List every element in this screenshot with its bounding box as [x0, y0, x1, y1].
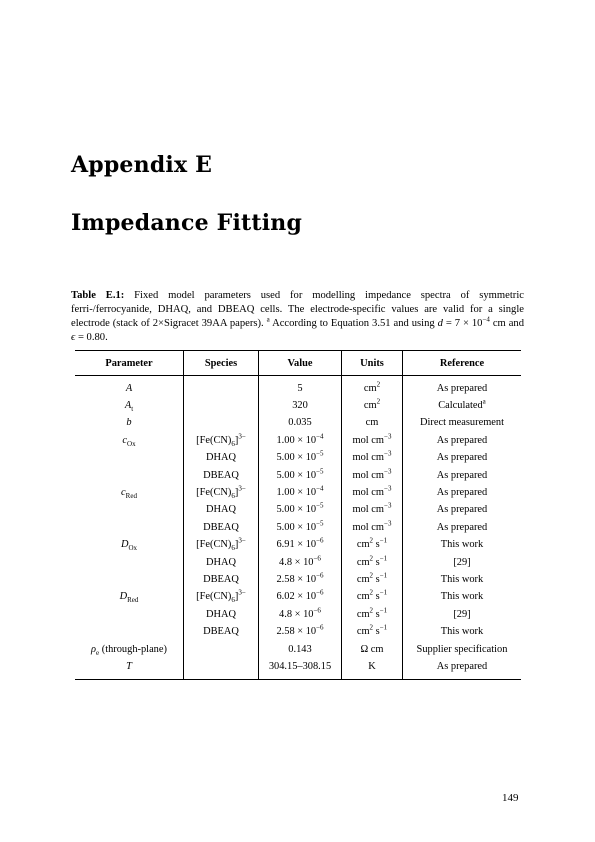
value-exponent: −6	[313, 554, 321, 563]
cell-value	[259, 376, 342, 398]
unit-second: s	[373, 591, 380, 603]
cell-parameter	[75, 450, 184, 467]
cell-parameter	[75, 376, 184, 398]
table-row	[75, 606, 521, 623]
unit-second: s	[373, 608, 380, 620]
table-body	[75, 376, 521, 680]
unit-exponent: 2	[369, 606, 374, 615]
cell-value	[259, 641, 342, 658]
unit-exponent: 2	[376, 397, 381, 406]
cell-parameter	[75, 571, 184, 588]
value-mantissa: 5.00 × 10	[276, 469, 317, 481]
appendix-label: Appendix E	[71, 152, 213, 178]
cell-units	[342, 537, 403, 554]
parameter-subscript: Ox	[127, 439, 136, 448]
value-exponent: −6	[316, 571, 324, 580]
unit-exponent: 2	[369, 588, 374, 597]
species-charge: 3−	[238, 484, 246, 493]
cell-value	[259, 571, 342, 588]
cell-value	[259, 415, 342, 432]
cell-reference	[403, 450, 522, 467]
reference-text: As prepared	[436, 382, 488, 394]
unit-base: mol cm	[352, 504, 384, 516]
unit-base: mol cm	[352, 487, 384, 499]
value-exponent: −5	[316, 467, 324, 476]
parameter-symbol: c	[122, 434, 128, 446]
caption-text: Fixed model parameters used for modelling impedance spectra of symmetric ferri-/ferrocyanide, DHAQ, and DBEAQ cells. The electrode-specific values are valid for a single electrode (stack of 2×Sigracet 39AA papers).	[71, 290, 524, 330]
caption-d-value: = 7 × 10	[445, 318, 483, 330]
cell-species	[184, 484, 259, 501]
table-row	[75, 571, 521, 588]
table-row	[75, 432, 521, 449]
parameter-symbol: T	[126, 660, 132, 672]
cell-species	[184, 467, 259, 484]
value-exponent: −5	[316, 501, 324, 510]
table-row	[75, 376, 521, 398]
cell-value	[259, 658, 342, 679]
parameter-symbol: A	[124, 400, 132, 412]
value-exponent: −5	[316, 519, 324, 528]
header-species: Species	[184, 351, 259, 376]
species-name: [Fe(CN)	[196, 539, 232, 551]
unit-second: s	[373, 573, 380, 585]
unit-base: cm	[356, 608, 370, 620]
reference-text: This work	[440, 626, 484, 638]
caption-eps-symbol: ϵ	[71, 332, 76, 344]
table-row	[75, 537, 521, 554]
reference-text: [29]	[453, 556, 471, 568]
table-row	[75, 519, 521, 536]
species-name: DBEAQ	[203, 469, 239, 481]
cell-species	[184, 641, 259, 658]
cell-parameter	[75, 641, 184, 658]
unit-base: cm	[356, 573, 370, 585]
reference-text: Direct measurement	[420, 417, 504, 429]
value-exponent: −4	[316, 432, 324, 441]
cell-species	[184, 589, 259, 606]
unit-base: cm	[363, 382, 377, 394]
value-mantissa: 5	[297, 382, 303, 394]
cell-species	[184, 397, 259, 414]
cell-species	[184, 502, 259, 519]
cell-reference	[403, 432, 522, 449]
unit-base: Ω cm	[360, 643, 384, 655]
cell-reference	[403, 537, 522, 554]
species-name: DBEAQ	[203, 626, 239, 638]
unit-second-exponent: −1	[379, 623, 388, 632]
value-mantissa: 5.00 × 10	[276, 521, 317, 533]
unit-second: s	[373, 539, 380, 551]
cell-units	[342, 376, 403, 398]
cell-units	[342, 502, 403, 519]
cell-parameter	[75, 623, 184, 640]
cell-parameter	[75, 484, 184, 501]
unit-exponent: 2	[369, 554, 374, 563]
reference-text: Calculated	[438, 400, 483, 412]
reference-text: As prepared	[436, 504, 488, 516]
unit-exponent: −3	[384, 432, 392, 441]
cell-parameter	[75, 519, 184, 536]
cell-units	[342, 641, 403, 658]
cell-units	[342, 484, 403, 501]
cell-units	[342, 519, 403, 536]
cell-reference	[403, 623, 522, 640]
species-subscript: 6	[231, 492, 235, 501]
table-row	[75, 484, 521, 501]
species-subscript: 6	[231, 544, 235, 553]
unit-base: cm	[363, 400, 377, 412]
parameter-symbol: D	[119, 591, 128, 603]
parameter-symbol: A	[125, 382, 133, 394]
parameter-symbol: ρ	[91, 643, 97, 655]
cell-value	[259, 589, 342, 606]
unit-base: cm	[356, 539, 370, 551]
unit-exponent: −3	[384, 449, 392, 458]
cell-units	[342, 554, 403, 571]
parameter-symbol: b	[126, 417, 132, 429]
cell-value	[259, 467, 342, 484]
cell-units	[342, 397, 403, 414]
cell-value	[259, 484, 342, 501]
unit-exponent: −3	[384, 519, 392, 528]
value-mantissa: 2.58 × 10	[276, 626, 317, 638]
caption-label: Table E.1:	[71, 290, 125, 301]
header-reference: Reference	[403, 351, 522, 376]
table-row	[75, 589, 521, 606]
parameter-subscript: Red	[125, 492, 137, 501]
table-row	[75, 554, 521, 571]
cell-reference	[403, 589, 522, 606]
unit-exponent: 2	[369, 536, 374, 545]
cell-parameter	[75, 658, 184, 679]
parameter-subscript: Red	[127, 596, 139, 605]
species-name: [Fe(CN)	[196, 487, 232, 499]
cell-reference	[403, 415, 522, 432]
value-exponent: −6	[316, 588, 324, 597]
cell-parameter	[75, 537, 184, 554]
table-caption	[71, 289, 524, 345]
value-exponent: −5	[316, 449, 324, 458]
species-name: DHAQ	[205, 556, 236, 568]
cell-species	[184, 537, 259, 554]
cell-value	[259, 606, 342, 623]
reference-text: As prepared	[436, 521, 488, 533]
cell-units	[342, 432, 403, 449]
species-charge: 3−	[238, 432, 246, 441]
cell-parameter	[75, 415, 184, 432]
cell-value	[259, 537, 342, 554]
reference-text: This work	[440, 591, 484, 603]
header-parameter: Parameter	[75, 351, 184, 376]
table-row	[75, 641, 521, 658]
parameter-subscript: t	[131, 405, 134, 414]
species-name: DBEAQ	[203, 573, 239, 585]
value-exponent: −4	[316, 484, 324, 493]
reference-text: As prepared	[436, 660, 488, 672]
cell-species	[184, 376, 259, 398]
value-mantissa: 6.91 × 10	[276, 539, 317, 551]
cell-species	[184, 415, 259, 432]
cell-value	[259, 397, 342, 414]
value-mantissa: 0.035	[288, 417, 312, 429]
cell-value	[259, 554, 342, 571]
cell-parameter	[75, 554, 184, 571]
table-row	[75, 450, 521, 467]
unit-second: s	[373, 556, 380, 568]
cell-reference	[403, 376, 522, 398]
table-row	[75, 623, 521, 640]
caption-footnote-marker: a	[266, 315, 270, 324]
value-exponent: −6	[313, 606, 321, 615]
cell-value	[259, 450, 342, 467]
reference-text: As prepared	[436, 487, 488, 499]
parameter-note: (through-plane)	[99, 643, 167, 655]
value-mantissa: 1.00 × 10	[276, 487, 317, 499]
species-name: DBEAQ	[203, 521, 239, 533]
species-close: ]	[234, 434, 239, 446]
value-mantissa: 2.58 × 10	[276, 573, 317, 585]
cell-units	[342, 589, 403, 606]
unit-exponent: 2	[369, 623, 374, 632]
cell-units	[342, 606, 403, 623]
header-value: Value	[259, 351, 342, 376]
species-subscript: 6	[231, 439, 235, 448]
cell-reference	[403, 658, 522, 679]
parameter-subscript: Ox	[128, 544, 138, 553]
value-mantissa: 0.143	[288, 643, 312, 655]
cell-parameter	[75, 589, 184, 606]
cell-species	[184, 432, 259, 449]
unit-base: cm	[356, 591, 370, 603]
value-mantissa: 6.02 × 10	[276, 591, 317, 603]
species-name: DHAQ	[205, 608, 236, 620]
unit-second-exponent: −1	[379, 606, 388, 615]
header-units: Units	[342, 351, 403, 376]
parameter-symbol: c	[121, 487, 126, 499]
cell-value	[259, 432, 342, 449]
cell-units	[342, 467, 403, 484]
cell-units	[342, 658, 403, 679]
parameter-subscript: e	[96, 648, 100, 657]
unit-base: cm	[365, 417, 379, 429]
value-mantissa: 5.00 × 10	[276, 504, 317, 516]
species-name: [Fe(CN)	[196, 591, 232, 603]
cell-parameter	[75, 397, 184, 414]
cell-species	[184, 606, 259, 623]
cell-reference	[403, 606, 522, 623]
value-mantissa: 320	[292, 400, 308, 412]
table-row	[75, 467, 521, 484]
cell-reference	[403, 554, 522, 571]
unit-base: K	[368, 660, 376, 672]
cell-parameter	[75, 606, 184, 623]
cell-species	[184, 623, 259, 640]
cell-species	[184, 658, 259, 679]
value-mantissa: 304.15–308.15	[268, 660, 332, 672]
table-row	[75, 415, 521, 432]
caption-eps-value: = 0.80.	[77, 332, 108, 344]
unit-base: mol cm	[352, 469, 384, 481]
species-close: ]	[234, 487, 239, 499]
cell-reference	[403, 571, 522, 588]
page-number: 149	[502, 792, 519, 804]
cell-species	[184, 571, 259, 588]
value-mantissa: 4.8 × 10	[279, 608, 314, 620]
species-name: DHAQ	[205, 452, 236, 464]
unit-second: s	[373, 626, 380, 638]
reference-text: [29]	[453, 608, 471, 620]
value-exponent: −6	[316, 623, 324, 632]
unit-exponent: −3	[384, 501, 392, 510]
table-header-row	[75, 351, 521, 376]
unit-base: mol cm	[352, 521, 384, 533]
cell-parameter	[75, 432, 184, 449]
value-mantissa: 1.00 × 10	[276, 434, 317, 446]
caption-d-unit: cm and	[492, 318, 525, 330]
caption-d-exponent: −4	[482, 315, 490, 324]
species-charge: 3−	[238, 536, 246, 545]
caption-footnote-text: According to Equation 3.51 and using	[272, 318, 435, 330]
value-mantissa: 4.8 × 10	[279, 556, 314, 568]
unit-base: cm	[356, 626, 370, 638]
unit-exponent: −3	[384, 467, 392, 476]
chapter-title: Impedance Fitting	[71, 210, 303, 236]
value-exponent: −6	[316, 536, 324, 545]
cell-reference	[403, 502, 522, 519]
cell-value	[259, 519, 342, 536]
cell-species	[184, 450, 259, 467]
cell-species	[184, 554, 259, 571]
unit-exponent: 2	[376, 380, 381, 389]
cell-species	[184, 519, 259, 536]
reference-footnote-marker: a	[482, 397, 486, 406]
species-name: DHAQ	[205, 504, 236, 516]
cell-value	[259, 623, 342, 640]
cell-units	[342, 450, 403, 467]
cell-parameter	[75, 502, 184, 519]
parameter-table	[75, 350, 521, 680]
parameter-symbol: D	[120, 539, 129, 551]
unit-base: mol cm	[352, 452, 384, 464]
reference-text: This work	[440, 539, 484, 551]
unit-exponent: −3	[384, 484, 392, 493]
reference-text: As prepared	[436, 452, 488, 464]
reference-text: This work	[440, 573, 484, 585]
species-name: [Fe(CN)	[196, 434, 232, 446]
caption-d-symbol: d	[437, 318, 443, 330]
table-row	[75, 397, 521, 414]
cell-reference	[403, 397, 522, 414]
cell-parameter	[75, 467, 184, 484]
cell-reference	[403, 467, 522, 484]
cell-units	[342, 571, 403, 588]
table-row	[75, 658, 521, 679]
unit-second-exponent: −1	[379, 536, 388, 545]
cell-units	[342, 623, 403, 640]
cell-reference	[403, 519, 522, 536]
reference-text: As prepared	[436, 434, 488, 446]
species-subscript: 6	[231, 596, 235, 605]
reference-text: Supplier specification	[416, 643, 508, 655]
unit-base: cm	[356, 556, 370, 568]
unit-second-exponent: −1	[379, 571, 388, 580]
table-row	[75, 502, 521, 519]
cell-units	[342, 415, 403, 432]
species-charge: 3−	[238, 588, 246, 597]
cell-value	[259, 502, 342, 519]
species-close: ]	[234, 539, 239, 551]
unit-exponent: 2	[369, 571, 374, 580]
cell-reference	[403, 484, 522, 501]
reference-text: As prepared	[436, 469, 488, 481]
species-close: ]	[234, 591, 239, 603]
unit-base: mol cm	[352, 434, 384, 446]
unit-second-exponent: −1	[379, 588, 388, 597]
unit-second-exponent: −1	[379, 554, 388, 563]
value-mantissa: 5.00 × 10	[276, 452, 317, 464]
cell-reference	[403, 641, 522, 658]
